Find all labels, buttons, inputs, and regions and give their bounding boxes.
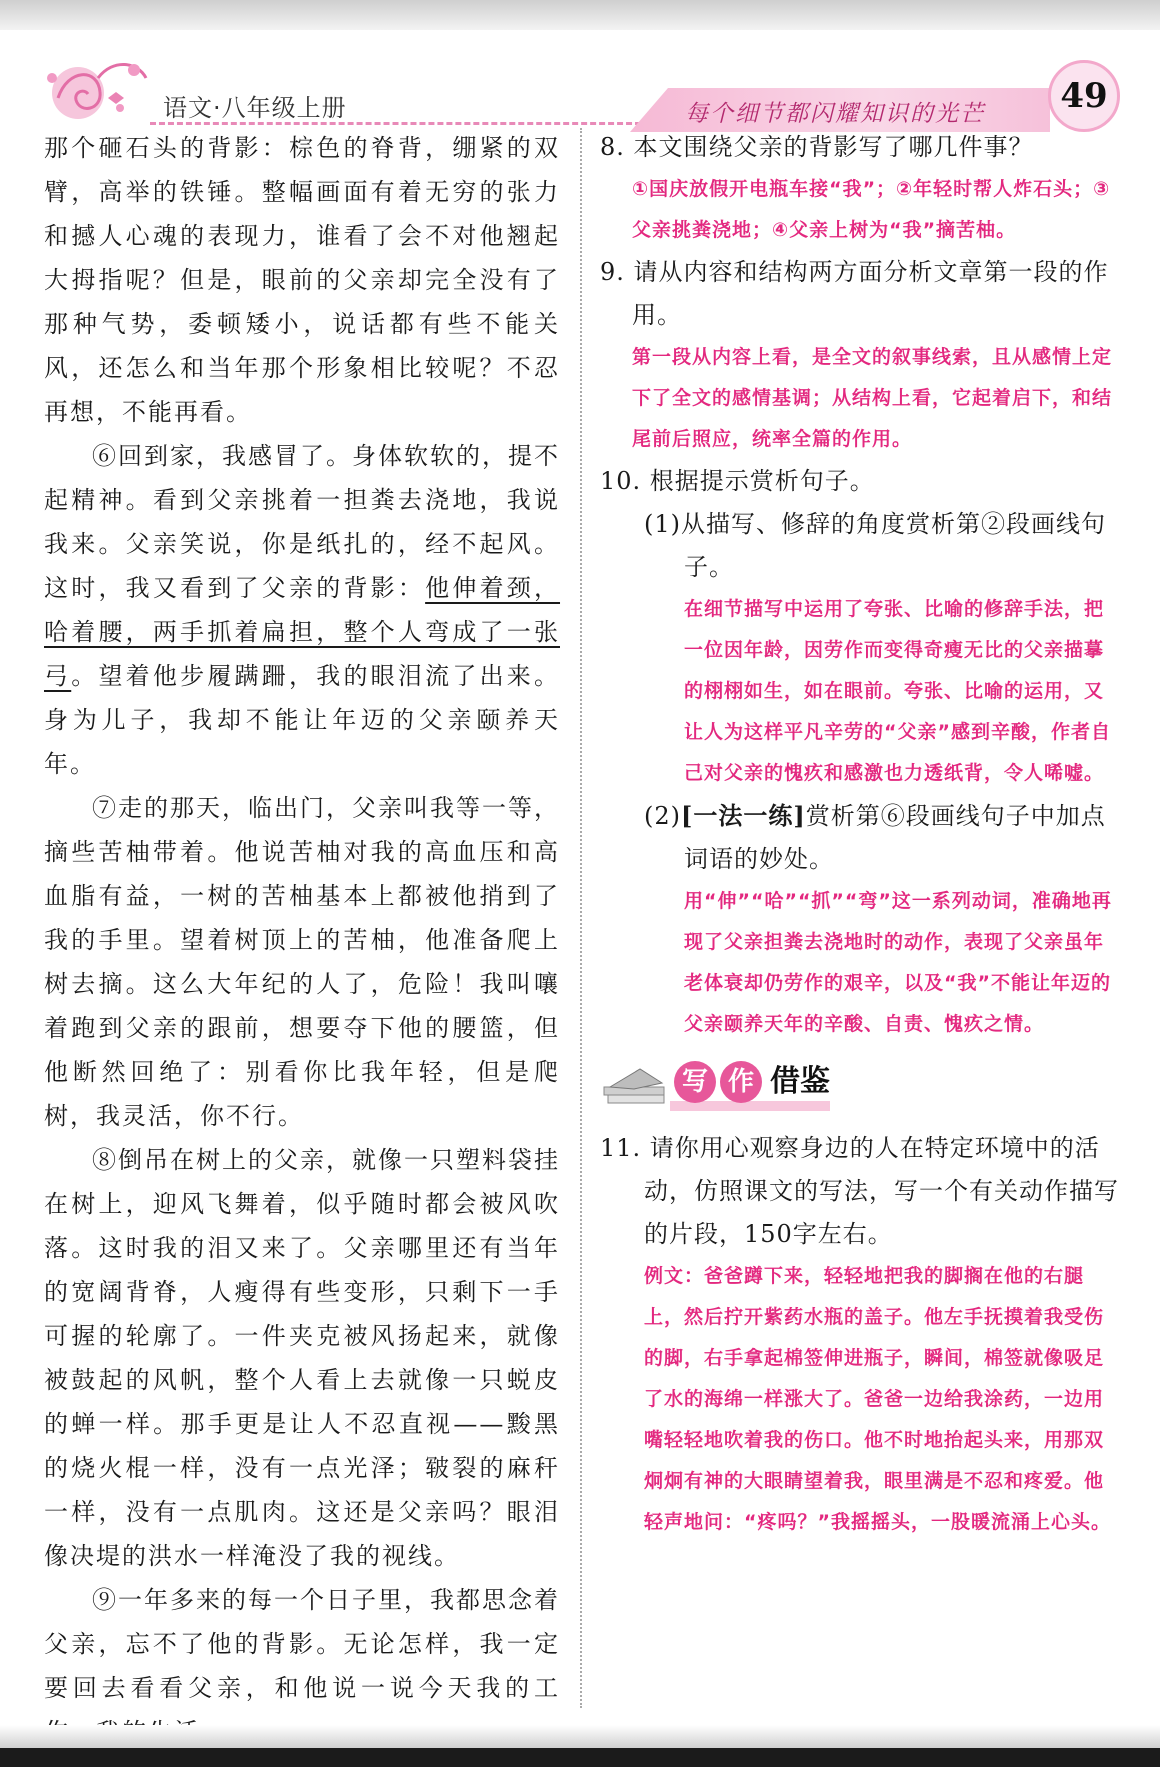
top-shadow (0, 0, 1160, 30)
answer-9: 第一段从内容上看，是全文的叙事线索，且从感情上定下了全文的感情基调；从结构上看，它起着启下，和结尾前后照应，统率全篇的作用。 (632, 346, 1113, 450)
passage-paragraph-8: ⑧倒吊在树上的父亲，就像一只塑料袋挂在树上，迎风飞舞着，似乎随时都会被风吹落。这时我的泪又来了。父亲哪里还有当年的宽阔背脊，人瘦得有些变形，只剩下一手可握的轮廓了。一件夹克被风扬起来，就像被鼓起的风帆，整个人看上去就像一只蜕皮的蝉一样。那手更是让人不忍直视——黢黑的烧火棍一样，没有一点光泽；皲裂的麻秆一样，没有一点肌肉。这还是父亲吗？眼泪像决堤的洪水一样淹没了我的视线。 (44, 1146, 560, 1570)
passage-paragraph-7: ⑦走的那天，临出门，父亲叫我等一等，摘些苦柚带着。他说苦柚对我的高血压和高血脂有益，一树的苦柚基本上都被他捎到了我的手里。望着树顶上的苦柚，他准备爬上树去摘。这么大年纪的人了，危险！我叫嚷着跑到父亲的跟前，想要夺下他的腰篮，但他断然回绝了：别看你比我年轻，但是爬树，我灵活，你不行。 (44, 794, 560, 1130)
passage-paragraph-9: ⑨一年多来的每一个日子里，我都思念着父亲，忘不了他的背影。无论怎样，我一定要回去看看父亲，和他说一说今天我的工 (44, 1586, 560, 1702)
question-8: 8. 本文围绕父亲的背影写了哪几件事？ (600, 133, 1034, 161)
heading-text: 借鉴 (770, 1064, 830, 1099)
passage-paragraph-6 (44, 434, 560, 786)
answer-8: ①国庆放假开电瓶车接“我”；②年轻时帮人炸石头；③父亲挑粪浇地；④父亲上树为“我”摘苦柚。 (632, 178, 1111, 241)
question-10: 10. 根据提示赏析句子。 (600, 467, 875, 495)
slogan-text: 每个细节都闪耀知识的光芒 (685, 101, 985, 127)
bottom-bar (0, 1748, 1160, 1767)
answer-10-1: 在细节描写中运用了夸张、比喻的修辞手法，把一位因年龄，因劳作而变得奇瘦无比的父亲描摹的栩栩如生，如在眼前。夸张、比喻的运用，又让人为这样平凡辛劳的“父亲”感到辛酸，作者自己对父亲的愧疚和感激也力透纸背，令人唏嘘。 (684, 598, 1111, 784)
question-9: 9. 请从内容和结构两方面分析文章第一段的作用。 (600, 258, 1109, 329)
column-divider (580, 128, 582, 1708)
heading-char-2: 作 (720, 1061, 762, 1103)
questions-column (600, 126, 1120, 1543)
paragraph-text: 。望着他步履蹒跚，我的眼泪流了出来。身为儿子，我却不能让年迈的父亲颐养天年。 (44, 662, 561, 778)
paragraph-text: ⑥回到家，我感冒了。身体软软的，提不起精神。看到父亲挑着一担粪去浇地，我说我来。父亲笑说，你是纸扎的，经不起风。这时，我又看到了父亲的背影： (44, 442, 560, 602)
question-11: 11. 请你用心观察身边的人在特定环境中的活动，仿照课文的写法，写一个有关动作描写的片段，150字左右。 (600, 1134, 1119, 1248)
sub-number: (2) (644, 802, 681, 830)
page-header (0, 40, 1160, 140)
floral-ornament-icon (38, 48, 158, 130)
bottom-shadow (0, 1725, 1160, 1748)
header-dashed-line (150, 122, 650, 125)
question-10-2 (600, 794, 1120, 881)
passage-paragraph: 那个砸石头的背影：棕色的脊背，绷紧的双臂，高举的铁锤。整幅画面有着无穷的张力和撼人心魂的表现力，谁看了会不对他翘起大拇指呢？但是，眼前的父亲却完全没有了那种气势，委顿矮小，说话都有些不能关风，还怎么和当年那个形象相比较呢？不忍再想，不能再看。 (44, 134, 560, 426)
subject-label: 语文·八年级上册 (163, 94, 347, 122)
method-tag: [一法一练] (681, 801, 806, 830)
heading-char-1: 写 (674, 1061, 716, 1103)
page-number: 49 (1048, 60, 1120, 132)
underlined-sentence: 他伸着颈，哈着腰，两手抓着扁担，整个人弯成了一张弓 (44, 574, 561, 690)
question-10-1: (1)从描写、修辞的角度赏析第②段画线句子。 (644, 510, 1106, 581)
answer-10-2: 用“伸”“哈”“抓”“弯”这一系列动词，准确地再现了父亲担粪去浇地时的动作，表现了父亲虽年老体衰却仍劳作的艰辛，以及“我”不能让年迈的父亲颐养天年的辛酸、自责、愧疚之情。 (684, 890, 1112, 1035)
reading-passage (44, 126, 560, 1754)
writing-section-heading (600, 1053, 1120, 1117)
answer-11: 例文：爸爸蹲下来，轻轻地把我的脚搁在他的右腿上，然后拧开紫药水瓶的盖子。他左手抚摸着我受伤的脚，右手拿起棉签伸进瓶子，瞬间，棉签就像吸足了水的海绵一样涨大了。爸爸一边给我涂药，一边用嘴轻轻地吹着我的伤口。他不时地抬起头来，用那双炯炯有神的大眼睛望着我，眼里满是不忍和疼爱。他轻声地问：“疼吗？”我摇摇头，一股暖流涌上心头。 (644, 1265, 1111, 1533)
book-stack-icon (600, 1063, 670, 1107)
sub-text: 赏析第⑥段画线句子中加点词语的妙处。 (684, 802, 1106, 873)
